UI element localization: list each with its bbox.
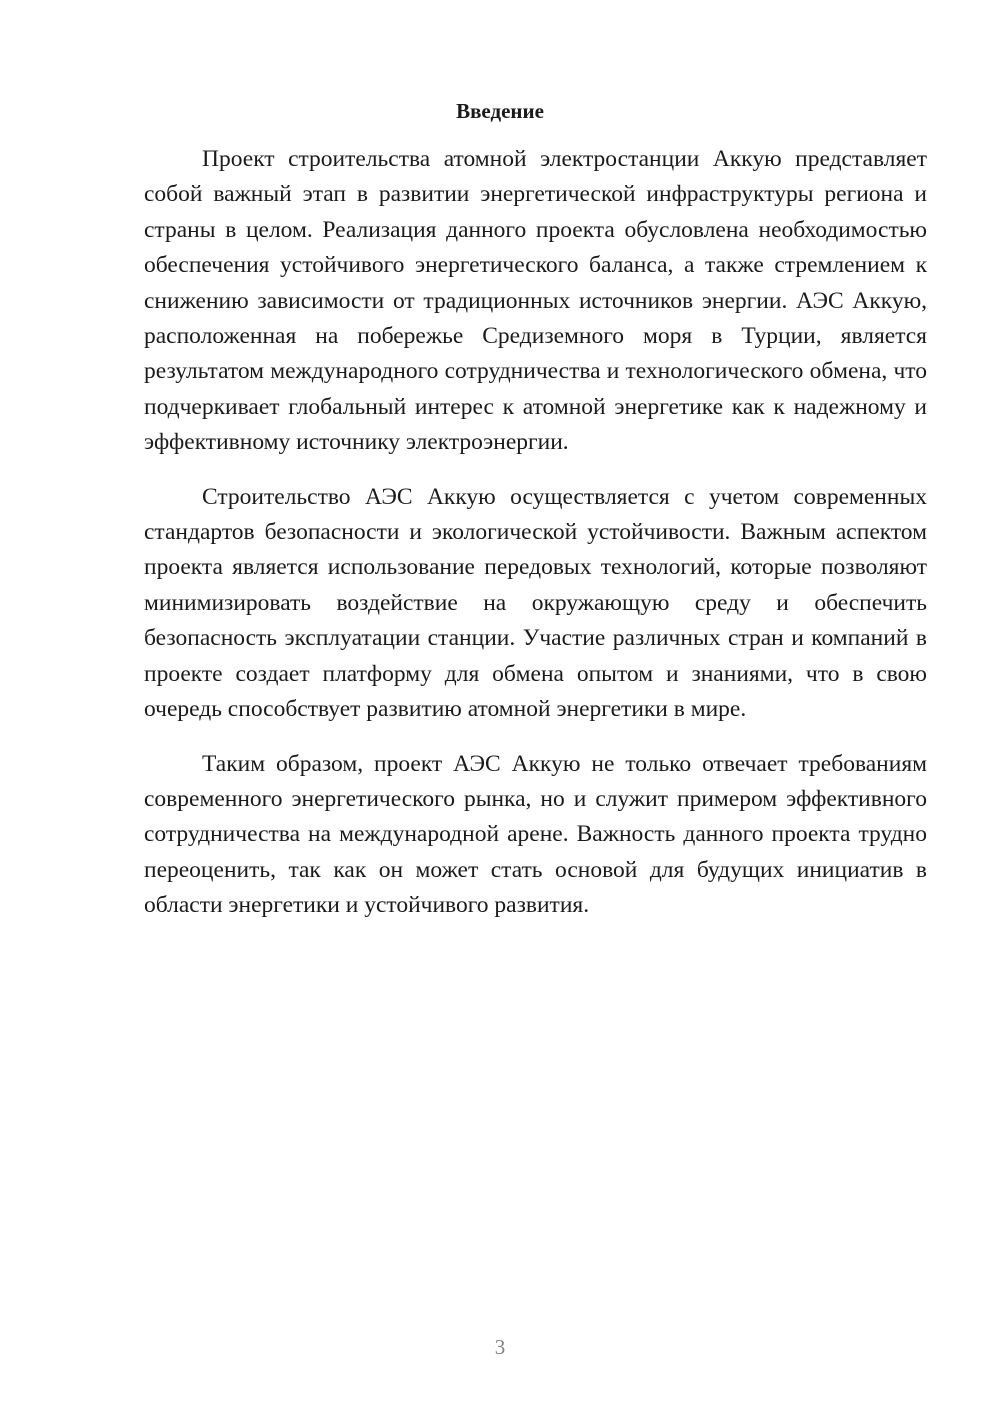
paragraph-2: Строительство АЭС Аккую осуществляется с учетом современных стандартов безопасности и экологической устойчивости. Важным аспектом проекта является использование передовых технологий, которые позволяют минимизировать воздействие на окружающую среду и обеспечить безопасность эксплуатации станции. Участие различных стран и компаний в проекте создает платформу для обмена опытом и знаниями, что в свою очередь способствует развитию атомной энергетики в мире. xyxy=(144,483,927,723)
paragraph-3: Таким образом, проект АЭС Аккую не только отвечает требованиям современного энергетического рынка, но и служит примером эффективного сотрудничества на международной арене. Важность данного проекта трудно переоценить, так как он может стать основой для будущих инициатив в области энергетики и устойчивого развития. xyxy=(144,750,927,919)
body-text xyxy=(144,142,927,943)
page-number: 3 xyxy=(494,1335,506,1359)
paragraph-1: Проект строительства атомной электростанции Аккую представляет собой важный этап в развитии энергетической инфраструктуры региона и страны в целом. Реализация данного проекта обусловлена необходимостью обеспечения устойчивого энергетического баланса, а также стремлением к снижению зависимости от традиционных источников энергии. АЭС Аккую, расположенная на побережье Средиземного моря в Турции, является результатом международного сотрудничества и технологического обмена, что подчеркивает глобальный интерес к атомной энергетике как к надежному и эффективному источнику электроэнергии. xyxy=(144,146,927,456)
section-heading: Введение xyxy=(456,99,544,123)
